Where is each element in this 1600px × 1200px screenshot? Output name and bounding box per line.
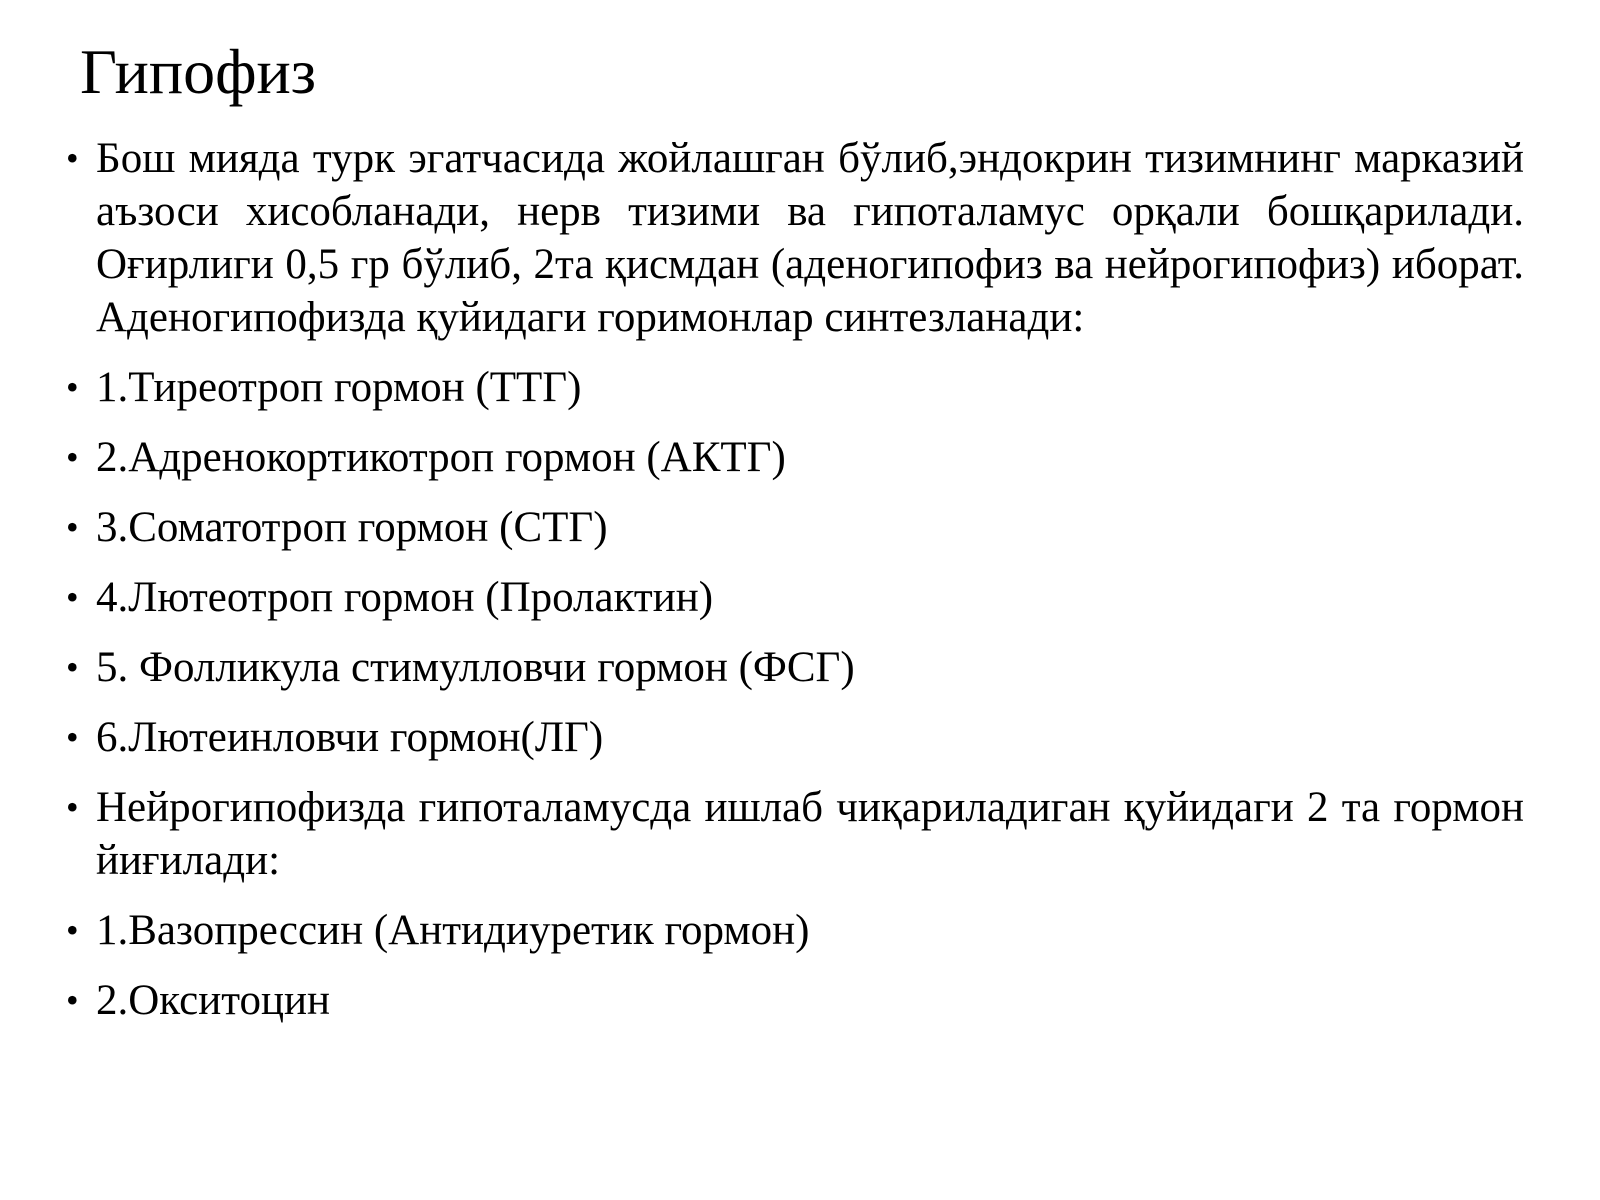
- bullet-text: 4.Лютеотроп гормон (Пролактин): [96, 574, 714, 621]
- bullet-marker: •: [66, 367, 79, 407]
- bullet-item-ttg: [66, 361, 1524, 414]
- bullet-item-lg: [66, 711, 1524, 764]
- bullet-text: 2.Адренокортикотроп гормон (АКТГ): [96, 434, 786, 481]
- bullet-item-aktg: [66, 431, 1524, 484]
- bullet-marker: •: [66, 980, 79, 1020]
- bullet-marker: •: [66, 647, 79, 687]
- bullet-text: Бош мияда турк эгатчасида жойлашган бўлиб,эндокрин тизимнинг марказий аъзоси хисобланади, нерв тизими ва гипоталамус орқали бошқарилади. Оғирлиги 0,5 гр бўлиб, 2та қисмдан (аденогипофиз ва нейрогипофиз) иборат. Аденогипофизда қуйидаги горимонлар синтезланади:: [96, 135, 1524, 341]
- bullet-marker: •: [66, 910, 79, 950]
- bullet-item-stg: [66, 501, 1524, 554]
- bullet-item-fsg: [66, 641, 1524, 694]
- bullet-text: 2.Окситоцин: [96, 977, 330, 1024]
- bullet-text: 6.Лютеинловчи гормон(ЛГ): [96, 714, 604, 761]
- bullet-list: [66, 132, 1524, 1044]
- bullet-marker: •: [66, 507, 79, 547]
- bullet-text: 3.Соматотроп гормон (СТГ): [96, 504, 608, 551]
- bullet-item-vasopressin: [66, 904, 1524, 957]
- bullet-item-neurohypophysis: [66, 781, 1524, 887]
- bullet-marker: •: [66, 138, 79, 178]
- bullet-item-prolactin: [66, 571, 1524, 624]
- bullet-item-intro: [66, 132, 1524, 344]
- bullet-marker: •: [66, 717, 79, 757]
- bullet-text: 1.Вазопрессин (Антидиуретик гормон): [96, 907, 810, 954]
- bullet-marker: •: [66, 577, 79, 617]
- bullet-item-oxytocin: [66, 974, 1524, 1027]
- bullet-text: 1.Тиреотроп гормон (ТТГ): [96, 364, 582, 411]
- bullet-marker: •: [66, 787, 79, 827]
- bullet-marker: •: [66, 437, 79, 477]
- slide-title: Гипофиз: [80, 36, 317, 107]
- bullet-text: Нейрогипофизда гипоталамусда ишлаб чиқариладиган қуйидаги 2 та гормон йиғилади:: [96, 784, 1524, 884]
- bullet-text: 5. Фолликула стимулловчи гормон (ФСГ): [96, 644, 855, 691]
